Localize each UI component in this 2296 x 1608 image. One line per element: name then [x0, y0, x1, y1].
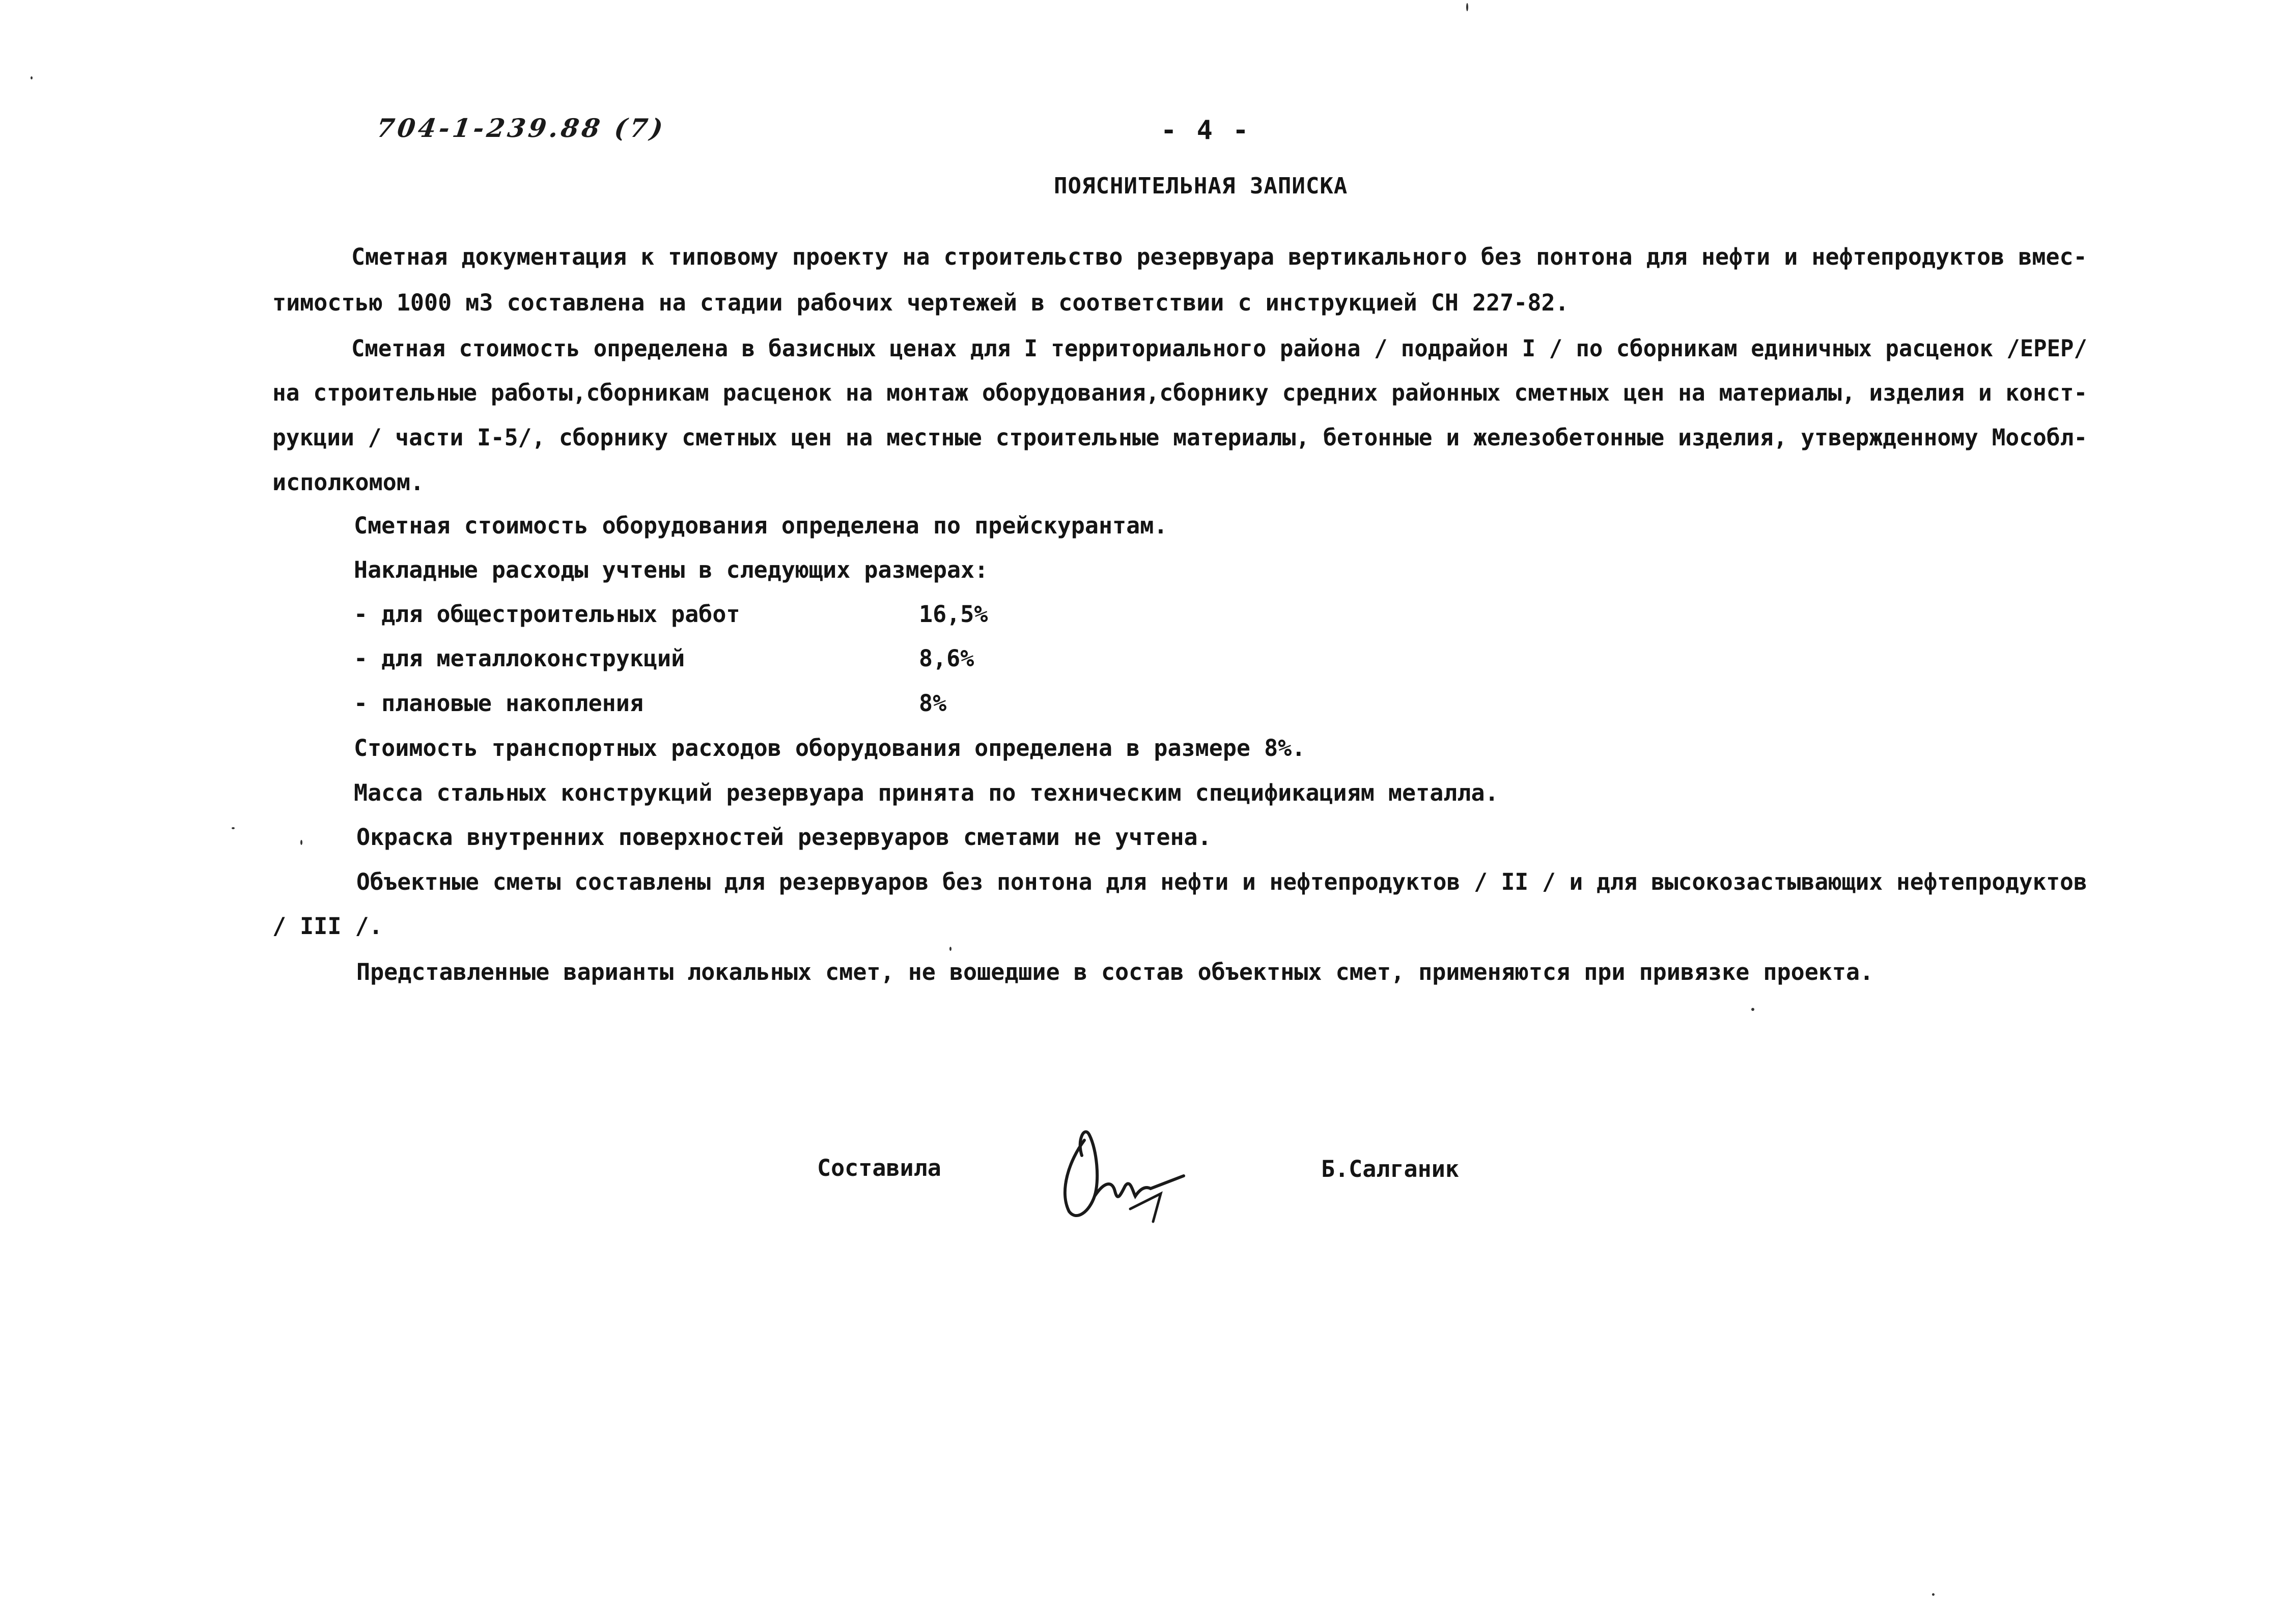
paragraph-line: исполкомом. [272, 469, 425, 496]
document-title: ПОЯСНИТЕЛЬНАЯ ЗАПИСКА [1054, 173, 1348, 199]
paragraph-line: Масса стальных конструкций резервуара принята по техническим спецификациям металла. [354, 779, 1499, 806]
paragraph-line: на строительные работы,сборникам расценок на монтаж оборудования,сборнику средних районных сметных цен на материалы, изделия и конст- [272, 379, 2088, 406]
scan-speck [300, 840, 302, 845]
paragraph-line: Сметная документация к типовому проекту на строительство резервуара вертикального без понтона для нефти и нефтепродуктов вмес- [351, 243, 2087, 270]
overhead-row [354, 688, 946, 719]
document-code: 704-1-239.88 (7) [374, 113, 668, 143]
paragraph-line: Стоимость транспортных расходов оборудования определена в размере 8%. [354, 735, 1306, 761]
paragraph-line: Объектные сметы составлены для резервуаров без понтона для нефти и нефтепродуктов / II / и для высокозастывающих нефтепродуктов [356, 868, 2087, 895]
overhead-label: - для металлоконструкций [354, 645, 685, 672]
overhead-row [354, 643, 974, 674]
overhead-label: - для общестроительных работ [354, 601, 740, 628]
signoff-name: Б.Салганик [1321, 1155, 1459, 1182]
overhead-row [354, 599, 988, 630]
signoff-role: Составила [817, 1154, 941, 1181]
scan-speck [1466, 3, 1468, 11]
scan-speck [1751, 1008, 1754, 1011]
scan-speck [1932, 1593, 1935, 1596]
scan-speck [949, 947, 951, 951]
paragraph-line: Представленные варианты локальных смет, не вошедшие в состав объектных смет, применяются при привязке проекта. [356, 958, 1874, 985]
paragraph-line: Сметная стоимость оборудования определена по прейскурантам. [354, 512, 1168, 539]
page-number: - 4 - [1161, 115, 1251, 146]
overhead-value: 8,6% [919, 645, 974, 672]
paragraph-line: тимостью 1000 м3 составлена на стадии рабочих чертежей в соответствии с инструкцией СН 227-82. [272, 289, 1569, 316]
scan-speck [232, 827, 235, 829]
scan-speck [31, 76, 33, 79]
paragraph-line: Накладные расходы учтены в следующих размерах: [354, 556, 989, 583]
paragraph-line: рукции / части I-5/, сборнику сметных цен на местные строительные материалы, бетонные и железобетонные изделия, утвержденному Мособл- [272, 424, 2088, 451]
handwritten-signature [1049, 1120, 1191, 1237]
overhead-value: 8% [919, 690, 947, 717]
paragraph-line: Сметная стоимость определена в базисных ценах для I территориального района / подрайон I / по сборникам единичных расценок /ЕРЕР/ [351, 335, 2087, 362]
overhead-value: 16,5% [919, 601, 988, 628]
overhead-label: - плановые накопления [354, 690, 643, 717]
paragraph-line: Окраска внутренних поверхностей резервуаров сметами не учтена. [356, 824, 1212, 851]
paragraph-line: / III /. [272, 913, 383, 940]
